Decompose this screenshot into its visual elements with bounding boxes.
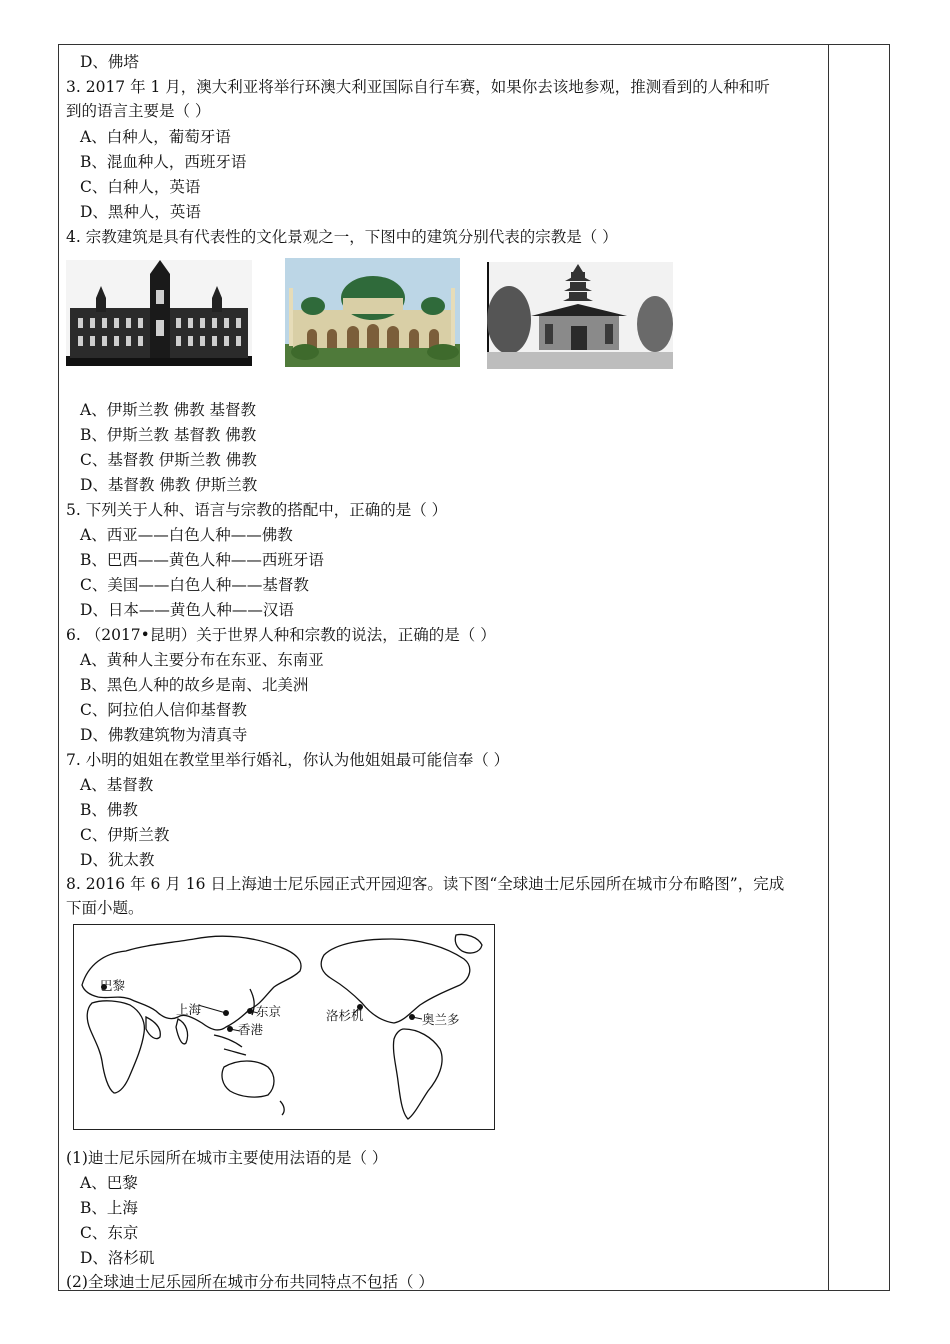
church-photo xyxy=(66,260,252,366)
q6-option-c: C、阿拉伯人信仰基督教 xyxy=(80,701,247,719)
q7-option-d: D、犹太教 xyxy=(80,851,155,869)
q5-option-d: D、日本——黄色人种——汉语 xyxy=(80,601,294,619)
q8-stem-line2: 下面小题。 xyxy=(66,899,144,917)
q8-sub1-option-b: B、上海 xyxy=(80,1199,138,1217)
q5-option-b: B、巴西——黄色人种——西班牙语 xyxy=(80,551,324,569)
mosque-photo xyxy=(285,258,460,367)
q7-stem: 7. 小明的姐姐在教堂里举行婚礼，你认为他姐姐最可能信奉（ ） xyxy=(66,751,510,769)
disney-city-world-map xyxy=(73,924,495,1130)
q8-sub1-stem: (1)迪士尼乐园所在城市主要使用法语的是（ ） xyxy=(66,1149,388,1167)
q3-stem-line2: 到的语言主要是（ ） xyxy=(66,102,211,120)
q5-stem: 5. 下列关于人种、语言与宗教的搭配中，正确的是（ ） xyxy=(66,501,448,519)
q3-option-d: D、黑种人，英语 xyxy=(80,203,201,221)
answer-column-divider xyxy=(828,44,829,1291)
q2-option-d: D、佛塔 xyxy=(80,53,139,71)
q8-sub1-option-a: A、巴黎 xyxy=(80,1174,138,1192)
q7-option-b: B、佛教 xyxy=(80,801,138,819)
map-label-tokyo: 东京 xyxy=(256,1004,282,1019)
map-label-hongkong: 香港 xyxy=(238,1022,264,1037)
q4-option-d: D、基督教 佛教 伊斯兰教 xyxy=(80,476,258,494)
q7-option-c: C、伊斯兰教 xyxy=(80,826,170,844)
q6-stem: 6. （2017•昆明）关于世界人种和宗教的说法，正确的是（ ） xyxy=(66,626,496,644)
q3-stem-line1: 3. 2017 年 1 月，澳大利亚将举行环澳大利亚国际自行车赛，如果你去该地参观，推测看到的人种和听 xyxy=(66,78,770,96)
q8-sub1-option-c: C、东京 xyxy=(80,1224,139,1242)
q6-option-a: A、黄种人主要分布在东亚、东南亚 xyxy=(80,651,324,669)
q8-sub1-option-d: D、洛杉矶 xyxy=(80,1249,155,1267)
map-label-orlando: 奥兰多 xyxy=(422,1012,460,1027)
q4-option-c: C、基督教 伊斯兰教 佛教 xyxy=(80,451,257,469)
q5-option-c: C、美国——白色人种——基督教 xyxy=(80,576,309,594)
q4-stem: 4. 宗教建筑是具有代表性的文化景观之一，下图中的建筑分别代表的宗教是（ ） xyxy=(66,228,618,246)
q4-option-a: A、伊斯兰教 佛教 基督教 xyxy=(80,401,257,419)
q6-option-b: B、黑色人种的故乡是南、北美洲 xyxy=(80,676,309,694)
q4-option-b: B、伊斯兰教 基督教 佛教 xyxy=(80,426,257,444)
q6-option-d: D、佛教建筑物为清真寺 xyxy=(80,726,248,744)
map-label-paris: 巴黎 xyxy=(100,978,126,993)
q3-option-a: A、白种人，葡萄牙语 xyxy=(80,128,231,146)
pagoda-temple-photo xyxy=(487,262,673,369)
q5-option-a: A、西亚——白色人种——佛教 xyxy=(80,526,293,544)
q3-option-b: B、混血种人，西班牙语 xyxy=(80,153,247,171)
q8-stem-line1: 8. 2016 年 6 月 16 日上海迪士尼乐园正式开园迎客。读下图“全球迪士尼乐园所在城市分布略图”，完成 xyxy=(66,875,785,893)
map-label-shanghai: 上海 xyxy=(176,1002,202,1017)
map-label-los-angeles: 洛杉机 xyxy=(326,1008,364,1023)
q8-sub2-stem: (2)全球迪士尼乐园所在城市分布共同特点不包括（ ） xyxy=(66,1273,434,1291)
q3-option-c: C、白种人，英语 xyxy=(80,178,201,196)
q7-option-a: A、基督教 xyxy=(80,776,154,794)
